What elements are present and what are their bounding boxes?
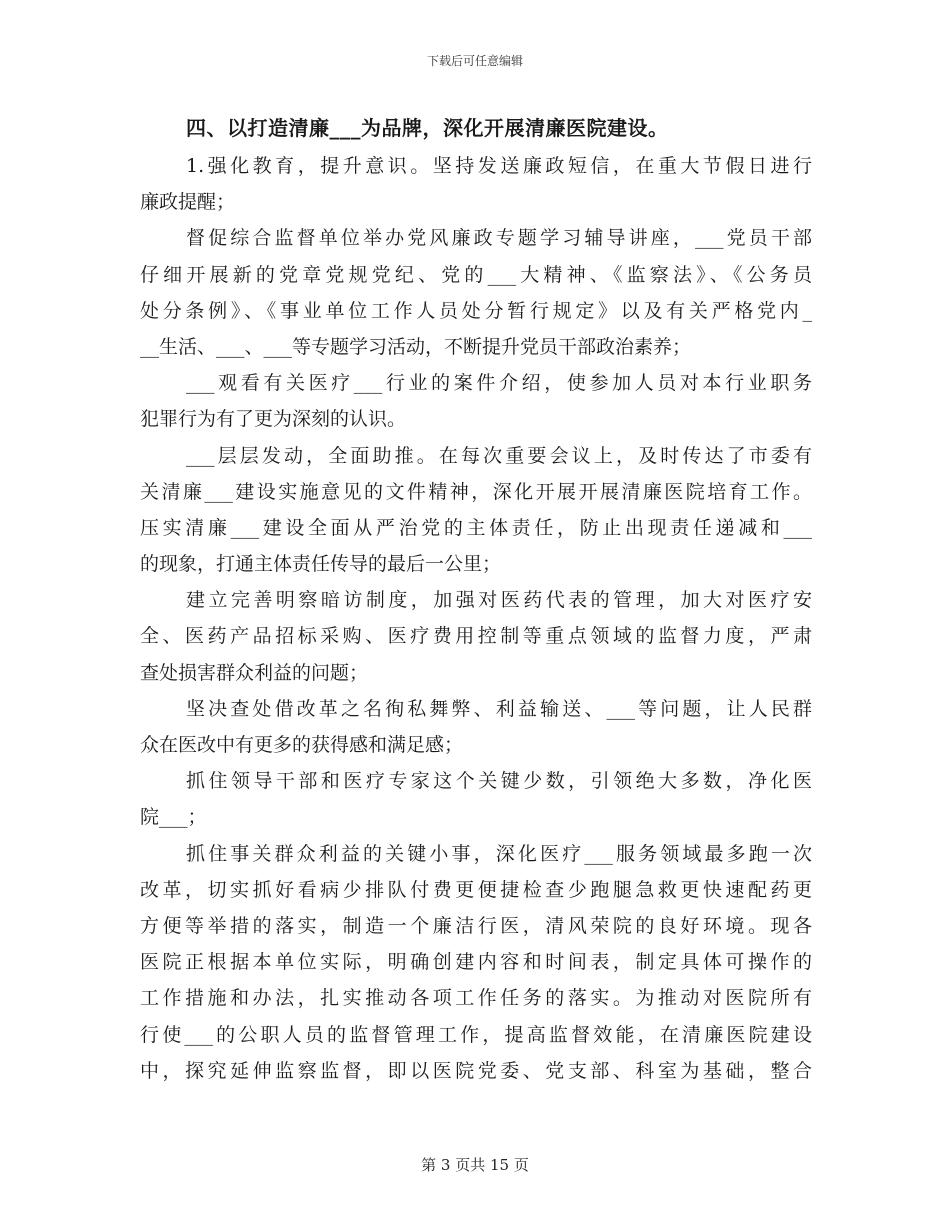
paragraph-lines (140, 148, 812, 1089)
text-line: 督促综合监督单位举办党风廉政专题学习辅导讲座，___党员干部 (186, 227, 812, 250)
text-line: ___层层发动，全面助推。在每次重要会议上，及时传达了市委有 (186, 444, 812, 467)
text-line: 抓住领导干部和医疗专家这个关键少数，引领绝大多数，净化医 (186, 770, 812, 793)
text-line: 改革，切实抓好看病少排队付费更便捷检查少跑腿急救更快速配药更 (140, 878, 812, 901)
text-line: 众在医改中有更多的获得感和满足感； (140, 734, 464, 756)
page-number: 第 3 页共 15 页 (421, 1156, 529, 1174)
text-line: 工作措施和办法，扎实推动各项工作任务的落实。为推动对医院所有 (140, 987, 812, 1010)
text-line: 廉政提醒； (140, 191, 236, 214)
text-line: ___观看有关医疗___行业的案件介绍，使参加人员对本行业职务 (186, 372, 812, 395)
text-line: 压实清廉___建设全面从严治党的主体责任，防止出现责任递减和___ (140, 516, 812, 539)
text-line: 仔细开展新的党章党规党纪、党的___大精神、《监察法》、《公务员 (140, 263, 812, 286)
text-line: 行使___的公职人员的监督管理工作，提高监督效能，在清廉医院建设 (140, 1023, 812, 1046)
text-line: 关清廉___建设实施意见的文件精神，深化开展开展清廉医院培育工作。 (140, 480, 812, 503)
text-line: 抓住事关群众利益的关键小事，深化医疗___服务领域最多跑一次 (186, 842, 812, 865)
text-line: 坚决查处借改革之名徇私舞弊、利益输送、___等问题，让人民群 (186, 697, 812, 720)
text-line: __生活、___、___等专题学习活动，不断提升党员干部政治素养； (140, 335, 692, 358)
text-line: 方便等举措的落实，制造一个廉洁行医，清风荣院的良好环境。现各 (140, 914, 812, 937)
text-line: 医院正根据本单位实际，明确创建内容和时间表，制定具体可操作的 (140, 951, 812, 974)
text-line: 处分条例》、《事业单位工作人员处分暂行规定》以及有关严格党内_ (140, 299, 812, 322)
document-body (140, 108, 812, 1089)
text-line: 1.强化教育，提升意识。坚持发送廉政短信，在重大节假日进行 (186, 155, 812, 177)
text-line: 院___； (140, 806, 207, 829)
text-line: 犯罪行为有了更为深刻的认识。 (140, 408, 407, 431)
section-heading: 四、以打造清廉___为品牌，深化开展清廉医院建设。 (186, 116, 669, 140)
text-line: 全、医药产品招标采购、医疗费用控制等重点领域的监督力度，严肃 (140, 625, 812, 648)
text-line: 查处损害群众利益的问题； (140, 661, 369, 684)
text-line: 的现象，打通主体责任传导的最后一公里； (140, 553, 502, 576)
page-header-note: 下载后可任意编辑 (426, 54, 523, 68)
text-line: 建立完善明察暗访制度，加强对医药代表的管理，加大对医疗安 (186, 589, 812, 612)
text-line: 中，探究延伸监察监督，即以医院党委、党支部、科室为基础，整合 (140, 1059, 812, 1082)
